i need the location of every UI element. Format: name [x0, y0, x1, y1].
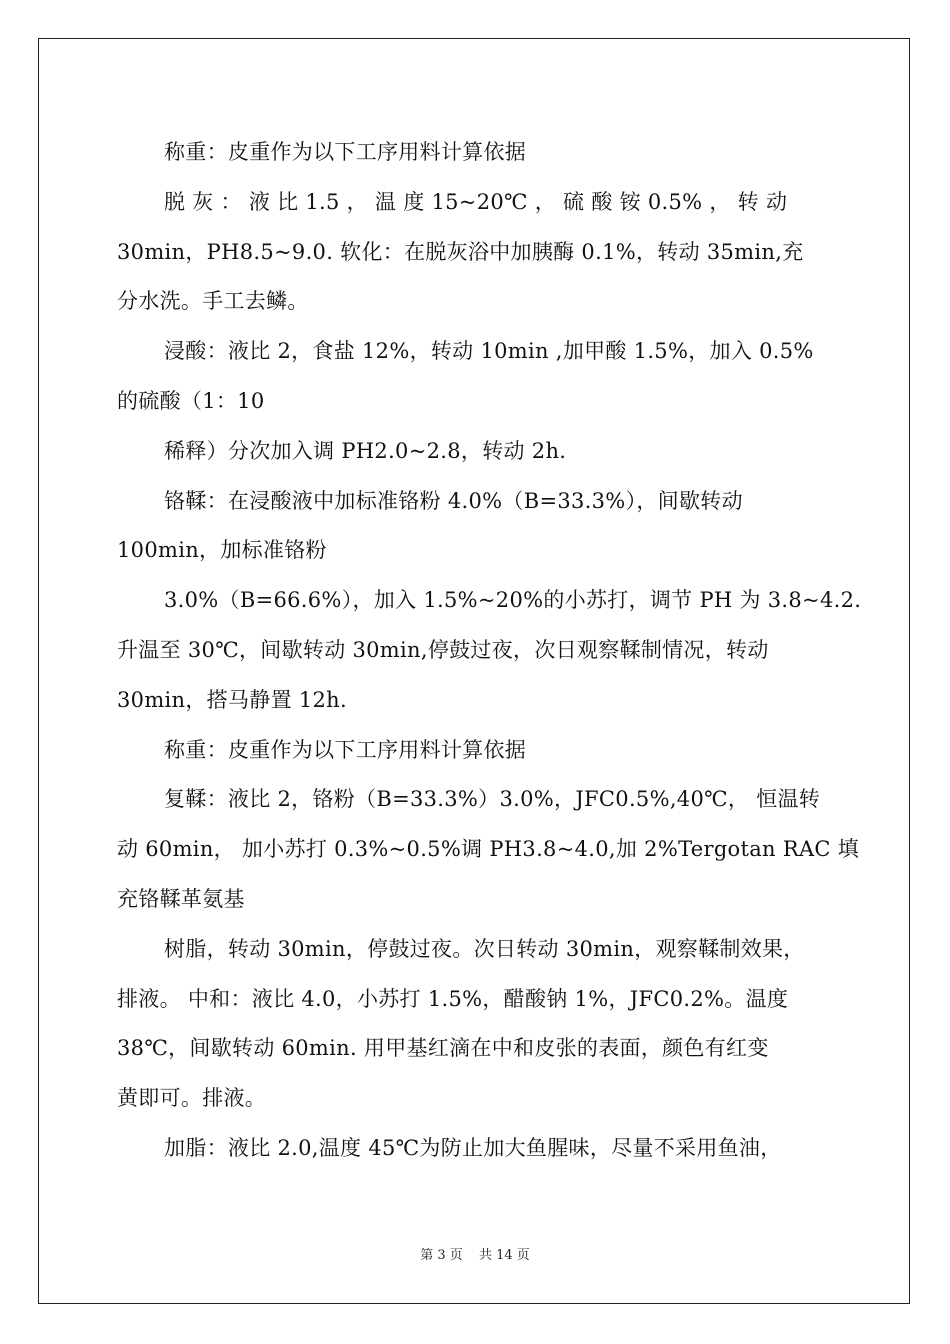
- text-line: 称重：皮重作为以下工序用料计算依据: [164, 140, 527, 164]
- text-line: 3.0%（B=66.6%），加入 1.5%~20%的小苏打，调节 PH 为 3.8~4.2.: [164, 588, 862, 613]
- text-line: 升温至 30℃，间歇转动 30min,停鼓过夜，次日观察鞣制情况，转动: [117, 637, 769, 662]
- text-line: 38℃，间歇转动 60min. 用甲基红滴在中和皮张的表面，颜色有红变: [117, 1036, 769, 1061]
- text-line: 称重：皮重作为以下工序用料计算依据: [164, 737, 527, 762]
- text-line: 树脂，转动 30min，停鼓过夜。次日转动 30min，观察鞣制效果，: [164, 936, 805, 961]
- text-line: 30min，PH8.5~9.0. 软化：在脱灰浴中加胰酶 0.1%，转动 35min,充: [117, 239, 804, 264]
- text-line: 30min，搭马静置 12h.: [117, 687, 347, 712]
- page-footer: [0, 1244, 950, 1263]
- document-body: [117, 128, 862, 1174]
- text-line: 铬鞣：在浸酸液中加标准铬粉 4.0%（B=33.3%），间歇转动: [164, 488, 743, 513]
- text-line: 排液。 中和：液比 4.0，小苏打 1.5%，醋酸钠 1%，JFC0.2%。温度: [117, 986, 789, 1011]
- text-line: 稀释）分次加入调 PH2.0~2.8，转动 2h.: [164, 438, 567, 463]
- page-number: 第 3 页: [420, 1248, 463, 1263]
- text-line: 分水洗。手工去鳞。: [117, 289, 309, 314]
- text-line: 脱 灰 ： 液 比 1.5 ， 温 度 15~20℃ ， 硫 酸 铵 0.5% ， 转 动: [164, 189, 788, 214]
- text-line: 的硫酸（1：10: [117, 388, 265, 413]
- text-line: 复鞣：液比 2，铬粉（B=33.3%）3.0%，JFC0.5%,40℃， 恒温转: [164, 787, 821, 812]
- text-line: 充铬鞣革氨基: [117, 886, 245, 911]
- text-line: 黄即可。排液。: [117, 1086, 267, 1111]
- text-line: 加脂：液比 2.0,温度 45℃为防止加大鱼腥味，尽量不采用鱼油，: [164, 1135, 782, 1160]
- text-line: 浸酸：液比 2，食盐 12%，转动 10min ,加甲酸 1.5%，加入 0.5%: [164, 339, 814, 364]
- text-line: 100min，加标准铬粉: [117, 538, 327, 563]
- total-pages: 共 14 页: [478, 1248, 530, 1263]
- text-line: 动 60min， 加小苏打 0.3%~0.5%调 PH3.8~4.0,加 2%Tergotan RAC 填: [117, 837, 860, 862]
